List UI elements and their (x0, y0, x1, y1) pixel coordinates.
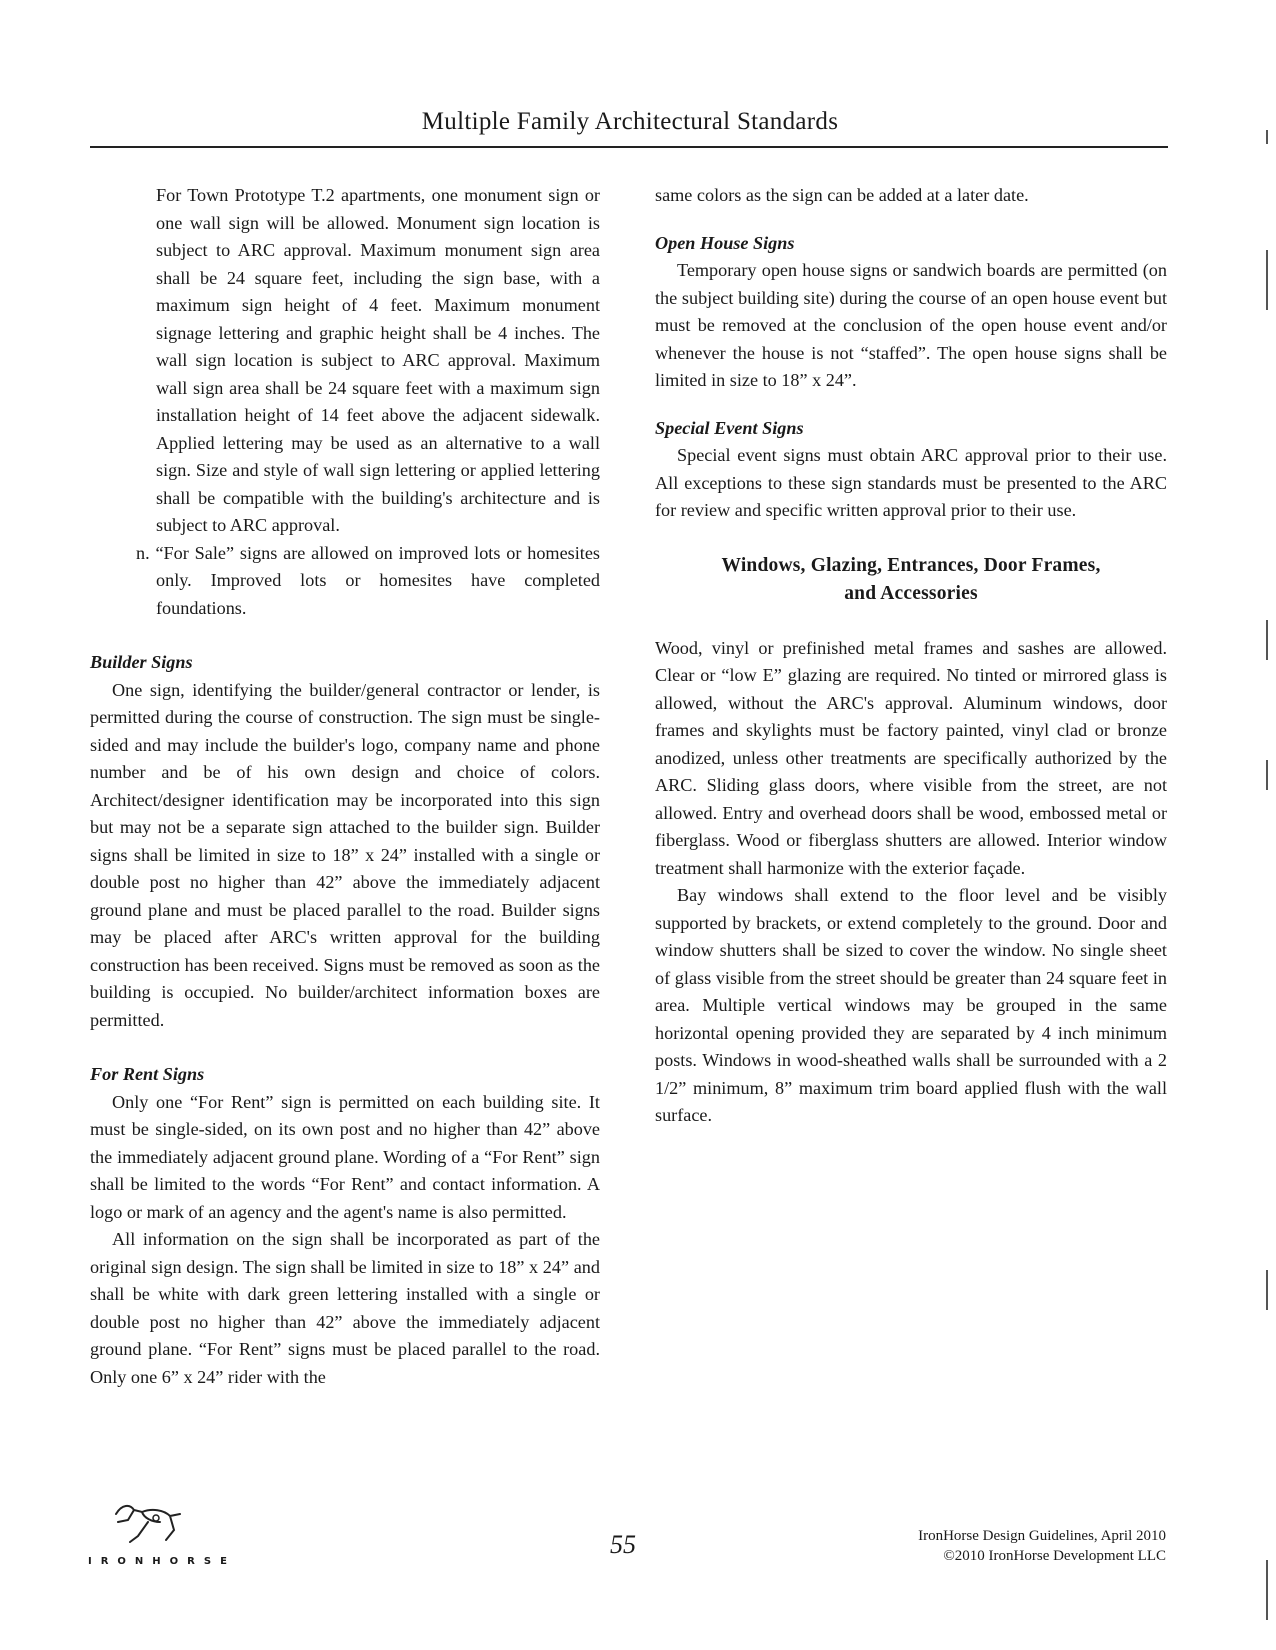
page-title: Multiple Family Architectural Standards (421, 108, 839, 135)
windows-section-heading: Windows, Glazing, Entrances, Door Frames, and Accessories (721, 554, 1101, 604)
footer-guidelines: IronHorse Design Guidelines, April 2010 (918, 1528, 1166, 1544)
open-house-heading: Open House Signs (655, 232, 795, 253)
builder-signs-heading: Builder Signs (90, 652, 193, 672)
continuation-text: same colors as the sign can be added at a later date. (655, 185, 1029, 205)
list-item-n: n. “For Sale” signs are allowed on improved lots or homesites only. Improved lots or homesites have completed foundations. (136, 542, 600, 618)
for-rent-text-1: Only one “For Rent” sign is permitted on each building site. It must be single-sided, on its own post and no higher than 42” above the immediately adjacent ground plane. Wording of a “For Rent” sign shall be limited to the words “For Rent” and contact information. A logo or mark of an agency and the agent's name is also permitted. (90, 1091, 600, 1222)
page-number: 55 (610, 1530, 636, 1559)
scan-mark (1266, 620, 1268, 660)
special-event-heading: Special Event Signs (655, 417, 804, 438)
scan-mark (1266, 250, 1268, 310)
right-column (655, 182, 1167, 1130)
open-house-text: Temporary open house signs or sandwich boards are permitted (on the subject building site) during the course of an open house event but must be removed at the conclusion of the open house event and/or whenever the house is not “staffed”. The open house signs shall be limited in size to 18” x 24”. (655, 260, 1167, 390)
scan-mark (1266, 1560, 1268, 1620)
prototype-paragraph: For Town Prototype T.2 apartments, one monument sign or one wall sign will be allowed. Monument sign location is subject to ARC approval. Maximum monument sign area shall be 24 square feet, including the sign base, with a maximum sign height of 4 feet. Maximum monument signage lettering and graphic height shall be 4 inches. The wall sign location is subject to ARC approval. Maximum wall sign area shall be 24 square feet with a maximum sign installation height of 14 feet above the adjacent sidewalk. Applied lettering may be used as an alternative to a wall sign. Size and style of wall sign lettering or applied lettering shall be compatible with the building's architecture and is subject to ARC approval. (156, 185, 600, 535)
running-horse-icon (108, 1496, 188, 1546)
builder-signs-text: One sign, identifying the builder/general contractor or lender, is permitted during the course of construction. The sign must be single-sided and may include the builder's logo, company name and phone number and be of his own design and choice of colors. Architect/designer identification may be incorporated into this sign but may not be a separate sign attached to the builder sign. Builder signs shall be limited in size to 18” x 24” installed with a single or double post no higher than 42” above the immediately adjacent ground plane and must be placed parallel to the road. Builder signs may be placed after ARC's written approval for the building construction has been received. Signs must be removed as soon as the building is occupied. No builder/architect information boxes are permitted. (90, 679, 600, 1030)
windows-text-1: Wood, vinyl or prefinished metal frames and sashes are allowed. Clear or “low E” glazing are required. No tinted or mirrored glass is allowed, without the ARC's approval. Aluminum windows, door frames and skylights must be factory painted, vinyl clad or bronze anodized, unless other treatments are specifically authorized by the ARC. Sliding glass doors, where visible from the street, are not allowed. Entry and overhead doors shall be wood, embossed metal or fiberglass. Wood or fiberglass shutters are allowed. Interior window treatment shall harmonize with the exterior façade. (655, 637, 1167, 878)
special-event-text: Special event signs must obtain ARC approval prior to their use. All exceptions to these sign standards must be presented to the ARC for review and specific written approval prior to their use. (655, 445, 1167, 520)
logo-wordmark: IRONHORSE (88, 1556, 236, 1567)
footer-credits (918, 1526, 1166, 1566)
title-rule (90, 146, 1168, 148)
scan-mark (1266, 130, 1268, 144)
for-rent-text-2: All information on the sign shall be incorporated as part of the original sign design. The sign shall be limited in size to 18” x 24” and shall be white with dark green lettering installed with a single or double post no higher than 42” above the immediately adjacent ground plane. “For Rent” signs must be placed parallel to the road. Only one 6” x 24” rider with the (90, 1229, 600, 1387)
ironhorse-logo (88, 1496, 236, 1567)
for-rent-signs-heading: For Rent Signs (90, 1064, 205, 1084)
windows-text-2: Bay windows shall extend to the floor level and be visibly supported by brackets, or extend completely to the ground. Door and window shutters shall be sized to cover the window. No single sheet of glass visible from the street should be greater than 24 square feet in area. Multiple vertical windows may be grouped in the same horizontal opening provided they are separated by 4 inch minimum posts. Windows in wood-sheathed walls shall be surrounded with a 2 1/2” minimum, 8” maximum trim board applied flush with the wall surface. (655, 885, 1167, 1125)
scan-mark (1266, 760, 1268, 790)
scan-mark (1266, 1270, 1268, 1310)
footer-copyright: ©2010 IronHorse Development LLC (943, 1548, 1166, 1564)
left-column (90, 182, 600, 1391)
